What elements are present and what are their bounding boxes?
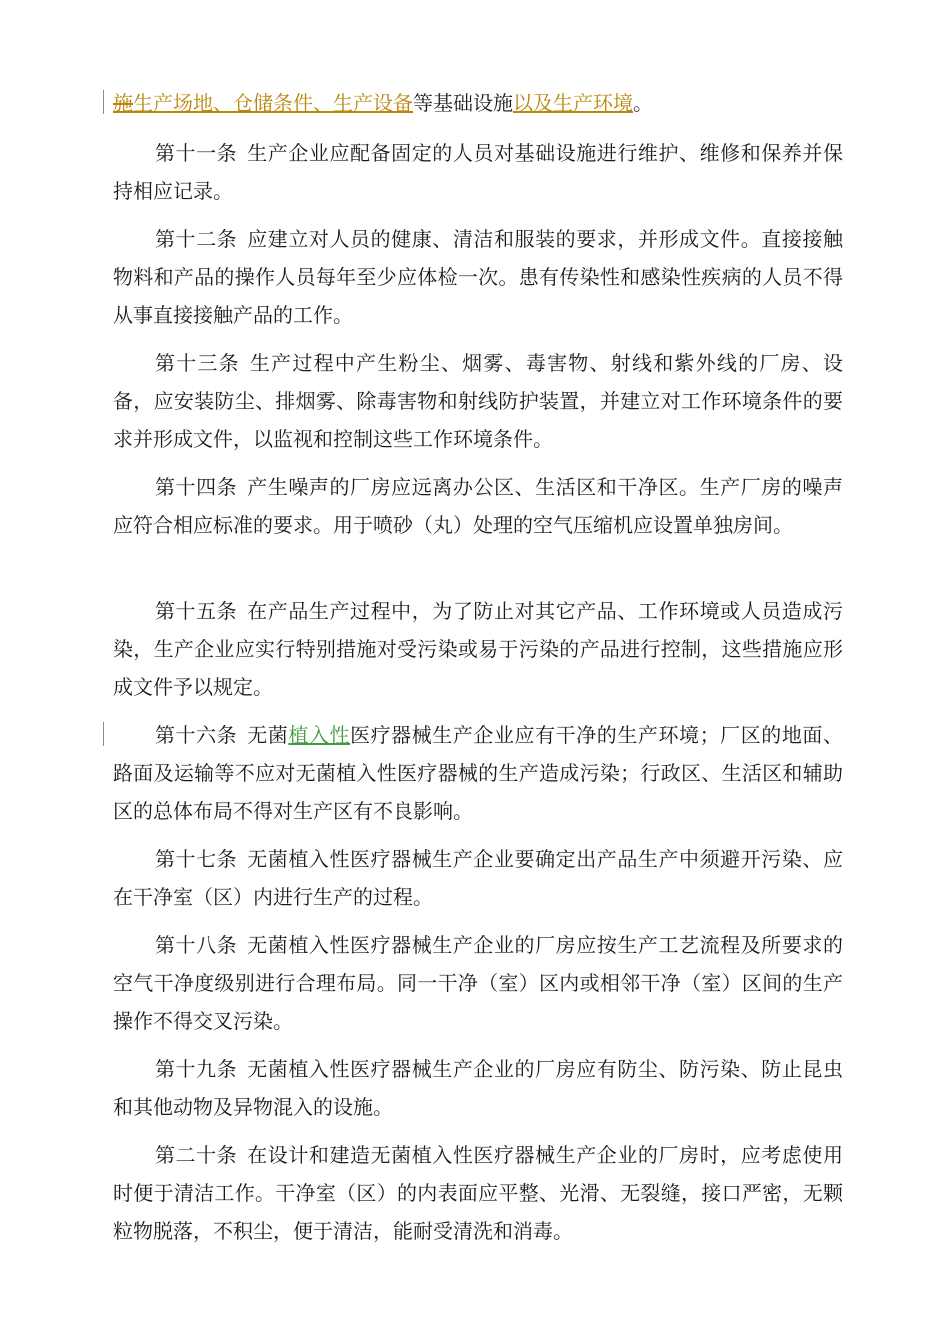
paragraph-text: 。	[633, 91, 653, 115]
article-text: 应建立对人员的健康、清洁和服装的要求，并形成文件。直接接触物料和产品的操作人员每年至少应体检一次。患有传染性和感染性疾病的人员不得从事直接接触产品的工作。	[113, 227, 843, 327]
article-number: 第二十条	[155, 1143, 238, 1167]
article-text: 无菌	[247, 723, 289, 747]
article-12	[113, 220, 843, 334]
article-text: 无菌植入性医疗器械生产企业要确定出产品生产中须避开污染、应在干净室（区）内进行生产的过程。	[113, 847, 843, 909]
article-number: 第十六条	[155, 723, 238, 747]
article-number: 第十五条	[155, 599, 238, 623]
article-text: 无菌植入性医疗器械生产企业的厂房应有防尘、防污染、防止昆虫和其他动物及异物混入的设施。	[113, 1057, 843, 1119]
article-18	[113, 926, 843, 1040]
article-number: 第十一条	[155, 141, 238, 165]
article-14	[113, 468, 843, 544]
article-text: 在产品生产过程中，为了防止对其它产品、工作环境或人员造成污染，生产企业应实行特别措施对受污染或易于污染的产品进行控制，这些措施应形成文件予以规定。	[113, 599, 843, 699]
article-number: 第十二条	[155, 227, 238, 251]
inserted-text: 以及生产环境	[513, 91, 633, 115]
revision-change-bar	[103, 90, 104, 114]
deleted-text: 施	[113, 91, 133, 115]
revision-change-bar	[103, 722, 104, 746]
article-text: 无菌植入性医疗器械生产企业的厂房应按生产工艺流程及所要求的空气干净度级别进行合理布局。同一干净（室）区内或相邻干净（室）区间的生产操作不得交叉污染。	[113, 933, 843, 1033]
article-text: 产生噪声的厂房应远离办公区、生活区和干净区。生产厂房的噪声应符合相应标准的要求。用于喷砂（丸）处理的空气压缩机应设置单独房间。	[113, 475, 843, 537]
article-number: 第十七条	[155, 847, 238, 871]
article-number: 第十四条	[155, 475, 238, 499]
paragraph-text: 等基础设施	[413, 91, 513, 115]
article-11	[113, 134, 843, 210]
article-20	[113, 1136, 843, 1250]
article-15	[113, 592, 843, 706]
article-text: 生产企业应配备固定的人员对基础设施进行维护、维修和保养并保持相应记录。	[113, 141, 843, 203]
inserted-text: 植入性	[288, 723, 351, 747]
article-19	[113, 1050, 843, 1126]
paragraph-continuation	[113, 84, 843, 122]
article-text: 在设计和建造无菌植入性医疗器械生产企业的厂房时，应考虑使用时便于清洁工作。干净室（区）的内表面应平整、光滑、无裂缝，接口严密，无颗粒物脱落，不积尘，便于清洁，能耐受清洗和消毒。	[113, 1143, 843, 1243]
article-text: 医疗器械生产企业应有干净的生产环境；厂区的地面、路面及运输等不应对无菌植入性医疗器械的生产造成污染；行政区、生活区和辅助区的总体布局不得对生产区有不良影响。	[113, 723, 843, 823]
inserted-text: 生产场地、仓储条件、生产设备	[133, 91, 413, 115]
article-13	[113, 344, 843, 458]
article-number: 第十八条	[155, 933, 238, 957]
article-number: 第十九条	[155, 1057, 238, 1081]
article-text: 生产过程中产生粉尘、烟雾、毒害物、射线和紫外线的厂房、设备，应安装防尘、排烟雾、除毒害物和射线防护装置，并建立对工作环境条件的要求并形成文件，以监视和控制这些工作环境条件。	[113, 351, 844, 451]
article-number: 第十三条	[155, 351, 240, 375]
article-16	[113, 716, 843, 830]
article-17	[113, 840, 843, 916]
